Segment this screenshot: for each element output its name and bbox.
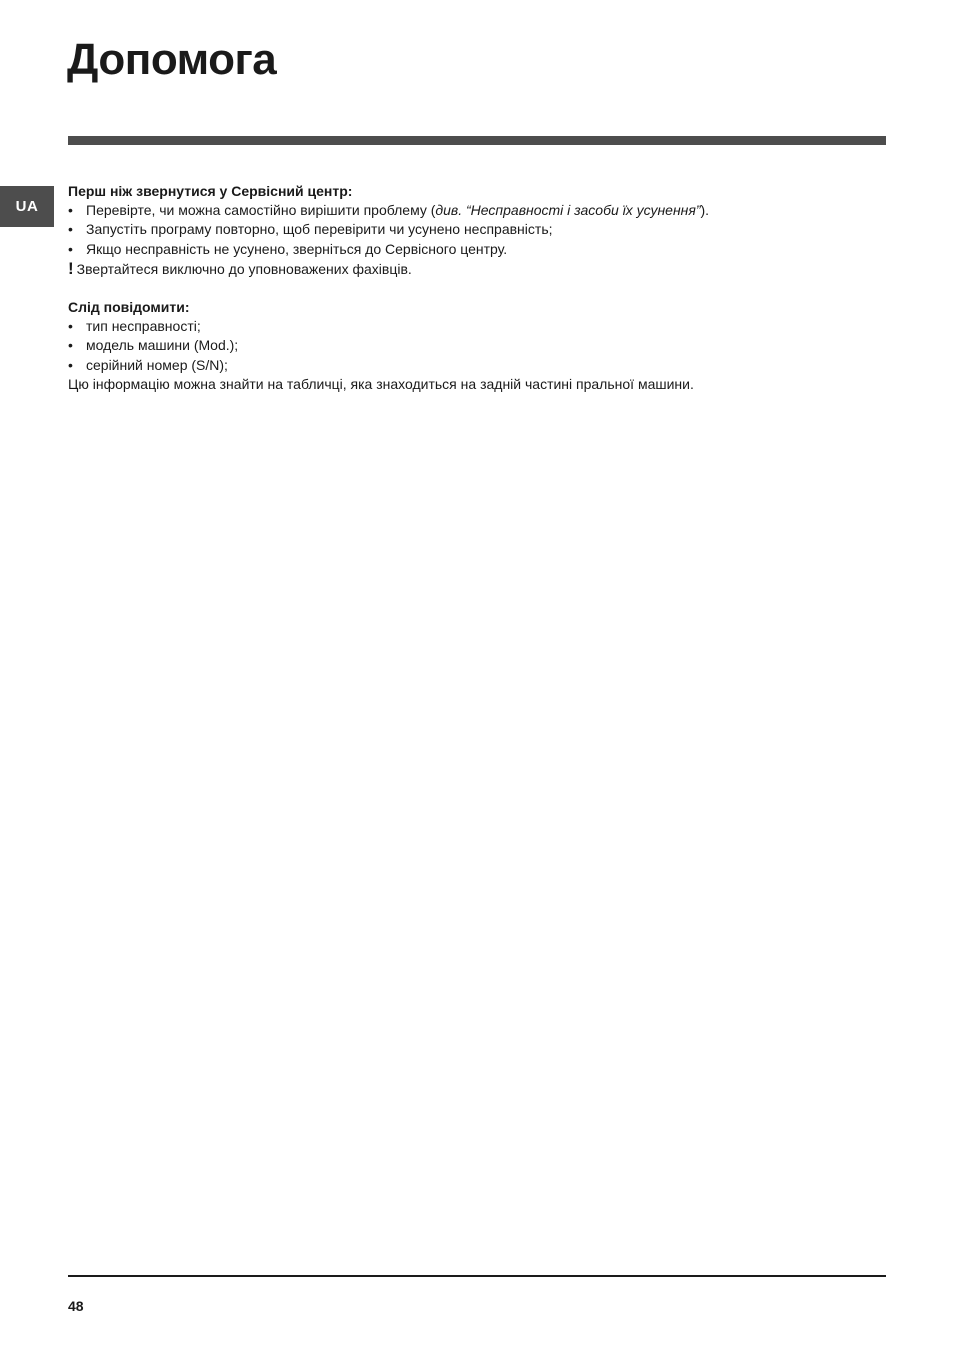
report-heading: Слід повідомити: — [68, 299, 190, 316]
bullet-icon: • — [68, 221, 73, 238]
list-item-reference: див. “Несправності і засоби їх усунення” — [435, 202, 701, 219]
language-tab: UA — [0, 186, 54, 227]
list-item-text: Якщо несправність не усунено, зверніться до Сервісного центру. — [86, 240, 508, 257]
before-service-list — [68, 201, 886, 259]
list-item — [68, 201, 886, 220]
exclamation-icon: ! — [68, 258, 74, 278]
bullet-icon: • — [68, 318, 73, 335]
list-item — [68, 240, 886, 259]
list-item — [68, 336, 886, 355]
page-number: 48 — [68, 1298, 84, 1314]
before-service-heading: Перш ніж звернутися у Сервісний центр: — [68, 183, 353, 199]
bullet-icon: • — [68, 202, 73, 219]
title-divider — [68, 136, 886, 145]
list-item-text: Запустіть програму повторно, щоб перевірити чи усунено несправність; — [86, 221, 553, 238]
list-item — [68, 220, 886, 239]
list-item-suffix: ). — [700, 202, 710, 219]
list-item — [68, 317, 886, 336]
list-item-text: модель машини (Mod.); — [86, 337, 239, 354]
footer-divider — [68, 1275, 886, 1277]
list-item-text: тип несправності; — [86, 318, 201, 335]
section-spacer — [68, 279, 886, 298]
report-list — [68, 317, 886, 375]
help-content — [68, 182, 886, 394]
list-item-text: Перевірте, чи можна самостійно вирішити проблему ( — [86, 202, 436, 219]
page-title: Допомога — [67, 35, 277, 84]
list-item — [68, 356, 886, 375]
bullet-icon: • — [68, 356, 73, 373]
bullet-icon: • — [68, 337, 73, 354]
warning-note — [68, 259, 886, 279]
info-paragraph: Цю інформацію можна знайти на табличці, яка знаходиться на задній частині пральної машини. — [68, 375, 694, 392]
bullet-icon: • — [68, 240, 73, 257]
list-item-text: серійний номер (S/N); — [86, 356, 228, 373]
warning-note-text: Звертайтеся виключно до уповноважених фахівців. — [76, 260, 412, 277]
